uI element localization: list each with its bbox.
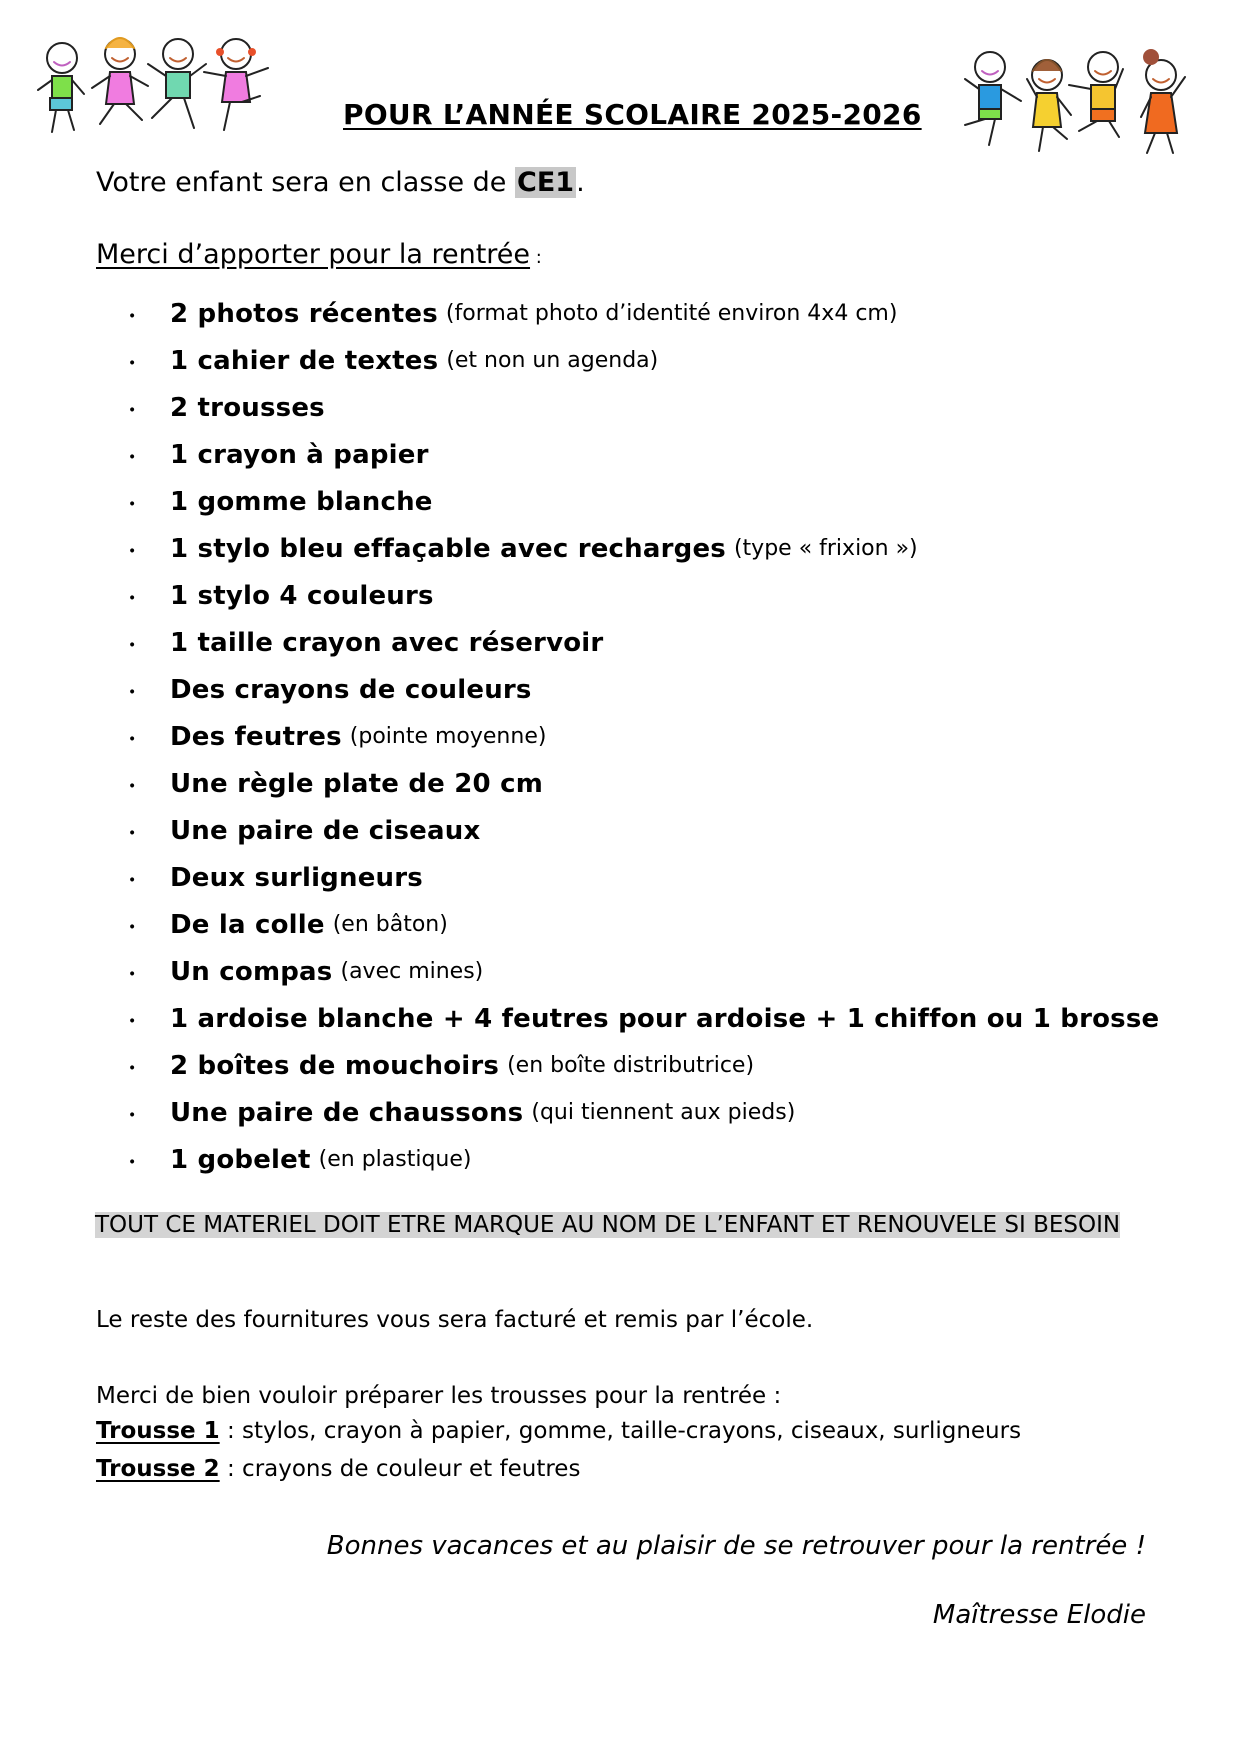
supply-note: (en bâton) xyxy=(332,912,448,937)
bullet-icon: • xyxy=(128,965,137,982)
dancing-children-left-illustration xyxy=(22,30,287,150)
bullet-icon: • xyxy=(128,777,137,794)
supply-item: 1 stylo 4 couleurs xyxy=(170,580,434,611)
supply-item: 2 boîtes de mouchoirs xyxy=(170,1050,500,1081)
bring-heading-colon: : xyxy=(530,247,542,268)
bullet-icon: • xyxy=(128,589,137,606)
supply-note: (et non un agenda) xyxy=(446,348,659,373)
labeling-warning-text: TOUT CE MATERIEL DOIT ETRE MARQUE AU NOM DE L’ENFANT ET RENOUVELE SI BESOIN xyxy=(95,1212,1121,1238)
pencil-case-2 xyxy=(96,1456,580,1482)
bullet-icon: • xyxy=(128,1106,137,1123)
supply-item: 2 trousses xyxy=(170,392,325,423)
supply-item: Une paire de chaussons xyxy=(170,1097,524,1128)
bullet-icon: • xyxy=(128,871,137,888)
pencil-case-1-label: Trousse 1 xyxy=(96,1418,220,1444)
class-statement-prefix: Votre enfant sera en classe de xyxy=(96,167,516,198)
children-drawing-icon xyxy=(22,30,287,150)
list-item xyxy=(128,713,1167,760)
pencil-case-1-content: : stylos, crayon à papier, gomme, taille-crayons, ciseaux, surligneurs xyxy=(219,1418,1022,1444)
supply-item: 1 gomme blanche xyxy=(170,486,433,517)
supply-note: (type « frixion ») xyxy=(733,536,918,561)
class-statement xyxy=(96,167,585,198)
class-statement-suffix: . xyxy=(576,167,585,198)
labeling-warning xyxy=(95,1208,1140,1242)
rest-note: Le reste des fournitures vous sera facturé et remis par l’école. xyxy=(96,1307,814,1333)
supply-item: Une paire de ciseaux xyxy=(170,815,481,846)
bring-heading-text: Merci d’apporter pour la rentrée xyxy=(96,239,531,270)
supply-item: 1 ardoise blanche + 4 feutres pour ardoise + 1 chiffon ou 1 brosse xyxy=(170,1003,1160,1034)
supply-note: (format photo d’identité environ 4x4 cm) xyxy=(445,301,898,326)
bullet-icon: • xyxy=(128,448,137,465)
supply-item: 1 cahier de textes xyxy=(170,345,439,376)
supply-item: Des feutres xyxy=(170,721,342,752)
supply-item: 2 photos récentes xyxy=(170,298,438,329)
children-drawing-icon xyxy=(955,35,1205,160)
supply-note: (en boîte distributrice) xyxy=(507,1053,755,1078)
list-item xyxy=(128,1136,1167,1183)
bullet-icon: • xyxy=(128,1012,137,1029)
bullet-icon: • xyxy=(128,730,137,747)
list-item xyxy=(128,995,1167,1042)
list-item xyxy=(128,525,1167,572)
supply-item: Deux surligneurs xyxy=(170,862,423,893)
list-item xyxy=(128,384,1167,431)
supply-item: De la colle xyxy=(170,909,325,940)
bullet-icon: • xyxy=(128,354,137,371)
bullet-icon: • xyxy=(128,495,137,512)
list-item xyxy=(128,1089,1167,1136)
list-item xyxy=(128,760,1167,807)
supply-item: 1 stylo bleu effaçable avec recharges xyxy=(170,533,726,564)
closing-message: Bonnes vacances et au plaisir de se retrouver pour la rentrée ! xyxy=(326,1531,1146,1561)
supply-note: (pointe moyenne) xyxy=(349,724,547,749)
pencil-case-2-label: Trousse 2 xyxy=(96,1456,220,1482)
prepare-note: Merci de bien vouloir préparer les trousses pour la rentrée : xyxy=(96,1383,782,1409)
bullet-icon: • xyxy=(128,636,137,653)
bullet-icon: • xyxy=(128,1059,137,1076)
supply-note: (qui tiennent aux pieds) xyxy=(531,1100,796,1125)
supply-item: Un compas xyxy=(170,956,333,987)
class-name-highlight: CE1 xyxy=(517,167,575,198)
list-item xyxy=(128,948,1167,995)
list-item xyxy=(128,619,1167,666)
list-item xyxy=(128,290,1167,337)
supplies-list xyxy=(128,290,1167,1183)
list-item xyxy=(128,666,1167,713)
list-item xyxy=(128,431,1167,478)
list-item xyxy=(128,854,1167,901)
pencil-case-2-content: : crayons de couleur et feutres xyxy=(219,1456,581,1482)
list-item xyxy=(128,572,1167,619)
page-title: POUR L’ANNÉE SCOLAIRE 2025-2026 xyxy=(343,98,922,131)
dancing-children-right-illustration xyxy=(955,35,1205,160)
supply-note: (en plastique) xyxy=(318,1147,472,1172)
list-item xyxy=(128,478,1167,525)
bullet-icon: • xyxy=(128,542,137,559)
pencil-case-1 xyxy=(96,1418,1021,1444)
supply-item: Des crayons de couleurs xyxy=(170,674,532,705)
list-item xyxy=(128,901,1167,948)
bullet-icon: • xyxy=(128,1153,137,1170)
list-item xyxy=(128,1042,1167,1089)
bullet-icon: • xyxy=(128,307,137,324)
bullet-icon: • xyxy=(128,918,137,935)
bring-heading xyxy=(96,239,542,270)
supply-item: 1 gobelet xyxy=(170,1144,311,1175)
supply-item: Une règle plate de 20 cm xyxy=(170,768,543,799)
supply-note: (avec mines) xyxy=(340,959,484,984)
list-item xyxy=(128,807,1167,854)
supply-item: 1 crayon à papier xyxy=(170,439,429,470)
supply-item: 1 taille crayon avec réservoir xyxy=(170,627,604,658)
bullet-icon: • xyxy=(128,824,137,841)
bullet-icon: • xyxy=(128,683,137,700)
bullet-icon: • xyxy=(128,401,137,418)
list-item xyxy=(128,337,1167,384)
signature: Maîtresse Elodie xyxy=(932,1600,1146,1630)
